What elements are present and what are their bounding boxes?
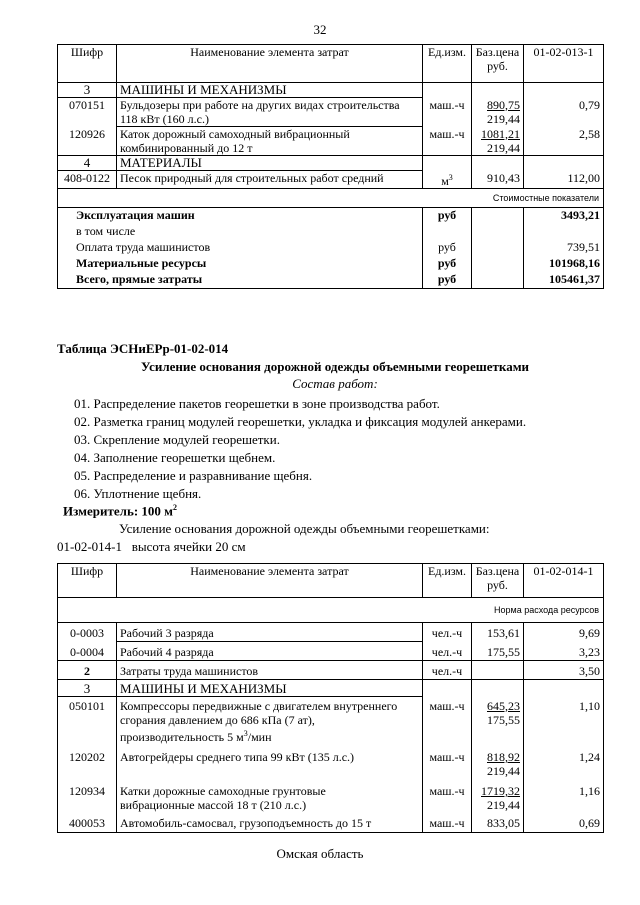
table-row: 120926 Каток дорожный самоходный вибрационный комбинированный до 12 т маш.-ч 1081,21 219,44 2,58 <box>58 127 604 156</box>
norm-label: Норма расхода ресурсов <box>58 598 604 623</box>
resource-table-2 <box>57 563 604 833</box>
work-item: 01. Распределение пакетов георешетки в зоне производства работ. <box>74 396 440 411</box>
header-code: Шифр <box>58 45 117 83</box>
section-title: Усиление основания дорожной одежды объемными георешетками <box>140 359 530 374</box>
header-norm: 01-02-014-1 <box>524 564 604 598</box>
table-row: 2 Затраты труда машинистов чел.-ч 3,50 <box>58 661 604 680</box>
total-row: Всего, прямые затраты руб 105461,37 <box>58 270 604 289</box>
total-row: в том числе <box>58 222 604 240</box>
table-label: Таблица ЭСНиЕРр-01-02-014 <box>57 341 229 356</box>
header-price: Баз.цена руб. <box>472 564 524 598</box>
measure-label: Измеритель: 100 $м^2$ <box>63 503 178 519</box>
work-item: 03. Скрепление модулей георешетки. <box>74 432 280 447</box>
table-row: 0-0004 Рабочий 4 разряда чел.-ч 175,55 3,23 <box>58 642 604 661</box>
table-row: 0-0003 Рабочий 3 разряда чел.-ч 153,61 9,69 <box>58 623 604 642</box>
section-title: МАШИНЫ И МЕХАНИЗМЫ <box>117 83 423 98</box>
page-number: 32 <box>313 22 327 37</box>
work-item: 04. Заполнение георешетки щебнем. <box>74 450 276 465</box>
table-row: 070151 Бульдозеры при работе на других видах строительства 118 кВт (160 л.с.) маш.-ч 890,75 219,44 0,79 <box>58 98 604 127</box>
table-row: 050101 Компрессоры передвижные с двигателем внутреннего сгорания давлением до 686 кПа (7 ат), производительность 5 $м^3$/мин маш.-ч 645,23 175,55 1,10 <box>58 697 604 745</box>
table-row: 120202 Автогрейдеры среднего типа 99 кВт (135 л.с.) маш.-ч 818,92 219,44 1,24 <box>58 744 604 780</box>
header-name: Наименование элемента затрат <box>117 45 423 83</box>
table-row: 408-0122 Песок природный для строительных работ средний $м^3$ 910,43 112,00 <box>58 171 604 189</box>
total-row: Оплата труда машинистов руб 739,51 <box>58 240 604 254</box>
section-code: 3 <box>58 83 117 98</box>
header-name: Наименование элемента затрат <box>117 564 423 598</box>
work-item: 02. Разметка границ модулей георешетки, укладка и фиксация модулей анкерами. <box>74 414 527 429</box>
cost-indicators-label: Стоимостные показатели <box>58 188 604 207</box>
table-row: 400053 Автомобиль-самосвал, грузоподъемность до 15 т маш.-ч 833,05 0,69 <box>58 812 604 833</box>
header-price: Баз.цена руб. <box>472 45 524 83</box>
work-item: 06. Уплотнение щебня. <box>74 486 202 501</box>
header-unit: Ед.изм. <box>423 564 472 598</box>
header-norm: 01-02-013-1 <box>524 45 604 83</box>
total-row: Эксплуатация машин руб 3493,21 <box>58 207 604 222</box>
resource-table-1 <box>57 44 604 289</box>
section-code: 4 <box>58 156 117 171</box>
item-line: 01-02-014-1 высота ячейки 20 см <box>57 539 246 554</box>
description: Усиление основания дорожной одежды объемными георешетками: <box>119 521 490 536</box>
section-title: МАШИНЫ И МЕХАНИЗМЫ <box>117 680 423 697</box>
header-code: Шифр <box>58 564 117 598</box>
table-row: 120934 Катки дорожные самоходные грунтовые вибрационные массой 18 т (210 л.с.) маш.-ч 1719,32 219,44 1,16 <box>58 780 604 812</box>
work-item: 05. Распределение и разравнивание щебня. <box>74 468 313 483</box>
composition-title: Состав работ: <box>292 376 378 391</box>
region-footer: Омская область <box>276 846 364 861</box>
total-row: Материальные ресурсы руб 101968,16 <box>58 254 604 270</box>
header-unit: Ед.изм. <box>423 45 472 83</box>
section-title: МАТЕРИАЛЫ <box>117 156 423 171</box>
section-code: 3 <box>58 680 117 697</box>
